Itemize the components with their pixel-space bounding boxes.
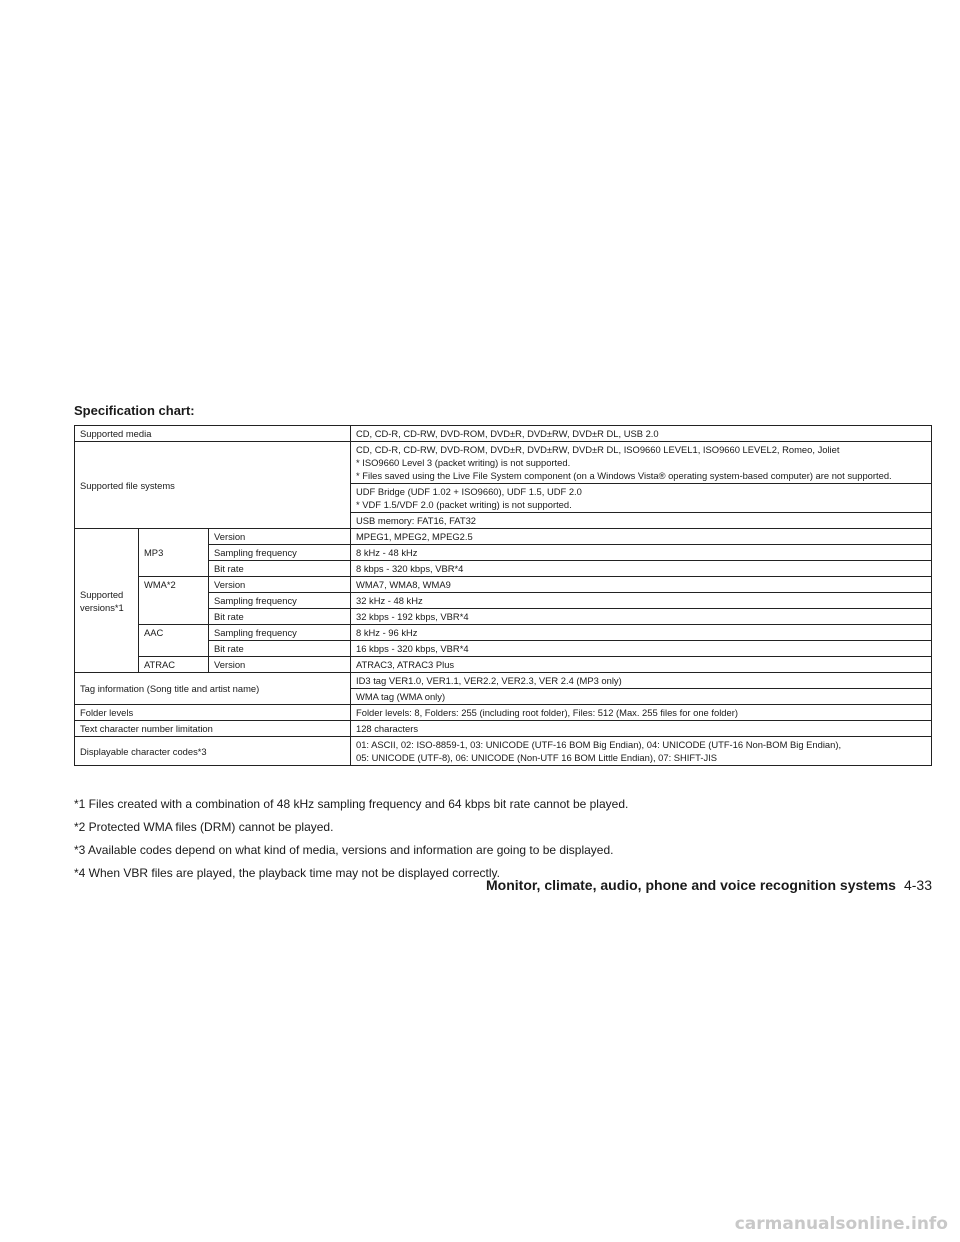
cell-line: * Files saved using the Live File System component (on a Windows Vista® operating system-based computer) are not supported. <box>356 470 892 481</box>
table-cell-label: Supported media <box>75 426 351 442</box>
table-cell-format: MP3 <box>139 529 209 577</box>
table-row <box>75 577 932 593</box>
cell-line: * VDF 1.5/VDF 2.0 (packet writing) is not supported. <box>356 499 572 510</box>
table-cell-value: USB memory: FAT16, FAT32 <box>351 513 932 529</box>
table-cell-value: 32 kHz - 48 kHz <box>351 593 932 609</box>
table-cell-value <box>351 484 932 513</box>
table-cell-value: ATRAC3, ATRAC3 Plus <box>351 657 932 673</box>
watermark: carmanualsonline.info <box>734 1214 948 1234</box>
table-row <box>75 657 932 673</box>
footnotes <box>74 796 932 888</box>
table-cell-value: 8 kbps - 320 kbps, VBR*4 <box>351 561 932 577</box>
table-cell-label: Text character number limitation <box>75 721 351 737</box>
cell-line: CD, CD-R, CD-RW, DVD-ROM, DVD±R, DVD±RW, DVD±R DL, ISO9660 LEVEL1, ISO9660 LEVEL2, Romeo, Joliet <box>356 444 840 455</box>
table-cell-label: Supported file systems <box>75 442 351 529</box>
table-cell-param: Bit rate <box>209 609 351 625</box>
footnote: *4 When VBR files are played, the playback time may not be displayed correctly. <box>74 866 500 880</box>
table-cell-value: WMA tag (WMA only) <box>351 689 932 705</box>
cell-line: UDF Bridge (UDF 1.02 + ISO9660), UDF 1.5, UDF 2.0 <box>356 486 582 497</box>
page-heading: Specification chart: <box>74 403 195 418</box>
footnote: *1 Files created with a combination of 48 kHz sampling frequency and 64 kbps bit rate cannot be played. <box>74 797 629 811</box>
table-row <box>75 625 932 641</box>
table-cell-value <box>351 442 932 484</box>
table-cell-label: Tag information (Song title and artist name) <box>75 673 351 705</box>
specification-table <box>74 425 932 766</box>
table-cell-param: Version <box>209 657 351 673</box>
table-cell-value: ID3 tag VER1.0, VER1.1, VER2.2, VER2.3, VER 2.4 (MP3 only) <box>351 673 932 689</box>
page-footer <box>486 877 932 893</box>
table-cell-label: Folder levels <box>75 705 351 721</box>
table-cell-format: ATRAC <box>139 657 209 673</box>
table-cell-value: 16 kbps - 320 kbps, VBR*4 <box>351 641 932 657</box>
table-row <box>75 426 932 442</box>
table-cell-value: 8 kHz - 96 kHz <box>351 625 932 641</box>
table-row <box>75 705 932 721</box>
table-cell-format: WMA*2 <box>139 577 209 625</box>
table-cell-value <box>351 737 932 766</box>
footnote: *2 Protected WMA files (DRM) cannot be played. <box>74 820 334 834</box>
table-cell-value: MPEG1, MPEG2, MPEG2.5 <box>351 529 932 545</box>
table-cell-value: WMA7, WMA8, WMA9 <box>351 577 932 593</box>
table-cell-value: 8 kHz - 48 kHz <box>351 545 932 561</box>
table-cell-label: Displayable character codes*3 <box>75 737 351 766</box>
footnote: *3 Available codes depend on what kind of media, versions and information are going to be displayed. <box>74 843 614 857</box>
table-cell-param: Version <box>209 577 351 593</box>
cell-line: * ISO9660 Level 3 (packet writing) is not supported. <box>356 457 571 468</box>
table-cell-format: AAC <box>139 625 209 657</box>
cell-line: 05: UNICODE (UTF-8), 06: UNICODE (Non-UTF 16 BOM Little Endian), 07: SHIFT-JIS <box>356 752 718 763</box>
table-cell-value: Folder levels: 8, Folders: 255 (including root folder), Files: 512 (Max. 255 files for one folder) <box>351 705 932 721</box>
table-cell-param: Version <box>209 529 351 545</box>
table-cell-param: Sampling frequency <box>209 625 351 641</box>
table-row <box>75 737 932 766</box>
table-cell-param: Bit rate <box>209 561 351 577</box>
table-cell-param: Bit rate <box>209 641 351 657</box>
table-cell-value: 32 kbps - 192 kbps, VBR*4 <box>351 609 932 625</box>
table-row <box>75 529 932 545</box>
table-row <box>75 721 932 737</box>
cell-line: 01: ASCII, 02: ISO-8859-1, 03: UNICODE (UTF-16 BOM Big Endian), 04: UNICODE (UTF-16 Non-BOM Big Endian), <box>356 739 842 750</box>
table-cell-value: 128 characters <box>351 721 932 737</box>
section-title: Monitor, climate, audio, phone and voice recognition systems <box>486 877 896 893</box>
table-cell-param: Sampling frequency <box>209 545 351 561</box>
table-row <box>75 673 932 689</box>
table-cell-param: Sampling frequency <box>209 593 351 609</box>
table-cell-label: Supported versions*1 <box>75 529 139 673</box>
page-number: 4-33 <box>903 877 932 893</box>
table-cell-value: CD, CD-R, CD-RW, DVD-ROM, DVD±R, DVD±RW, DVD±R DL, USB 2.0 <box>351 426 932 442</box>
table-row <box>75 442 932 484</box>
